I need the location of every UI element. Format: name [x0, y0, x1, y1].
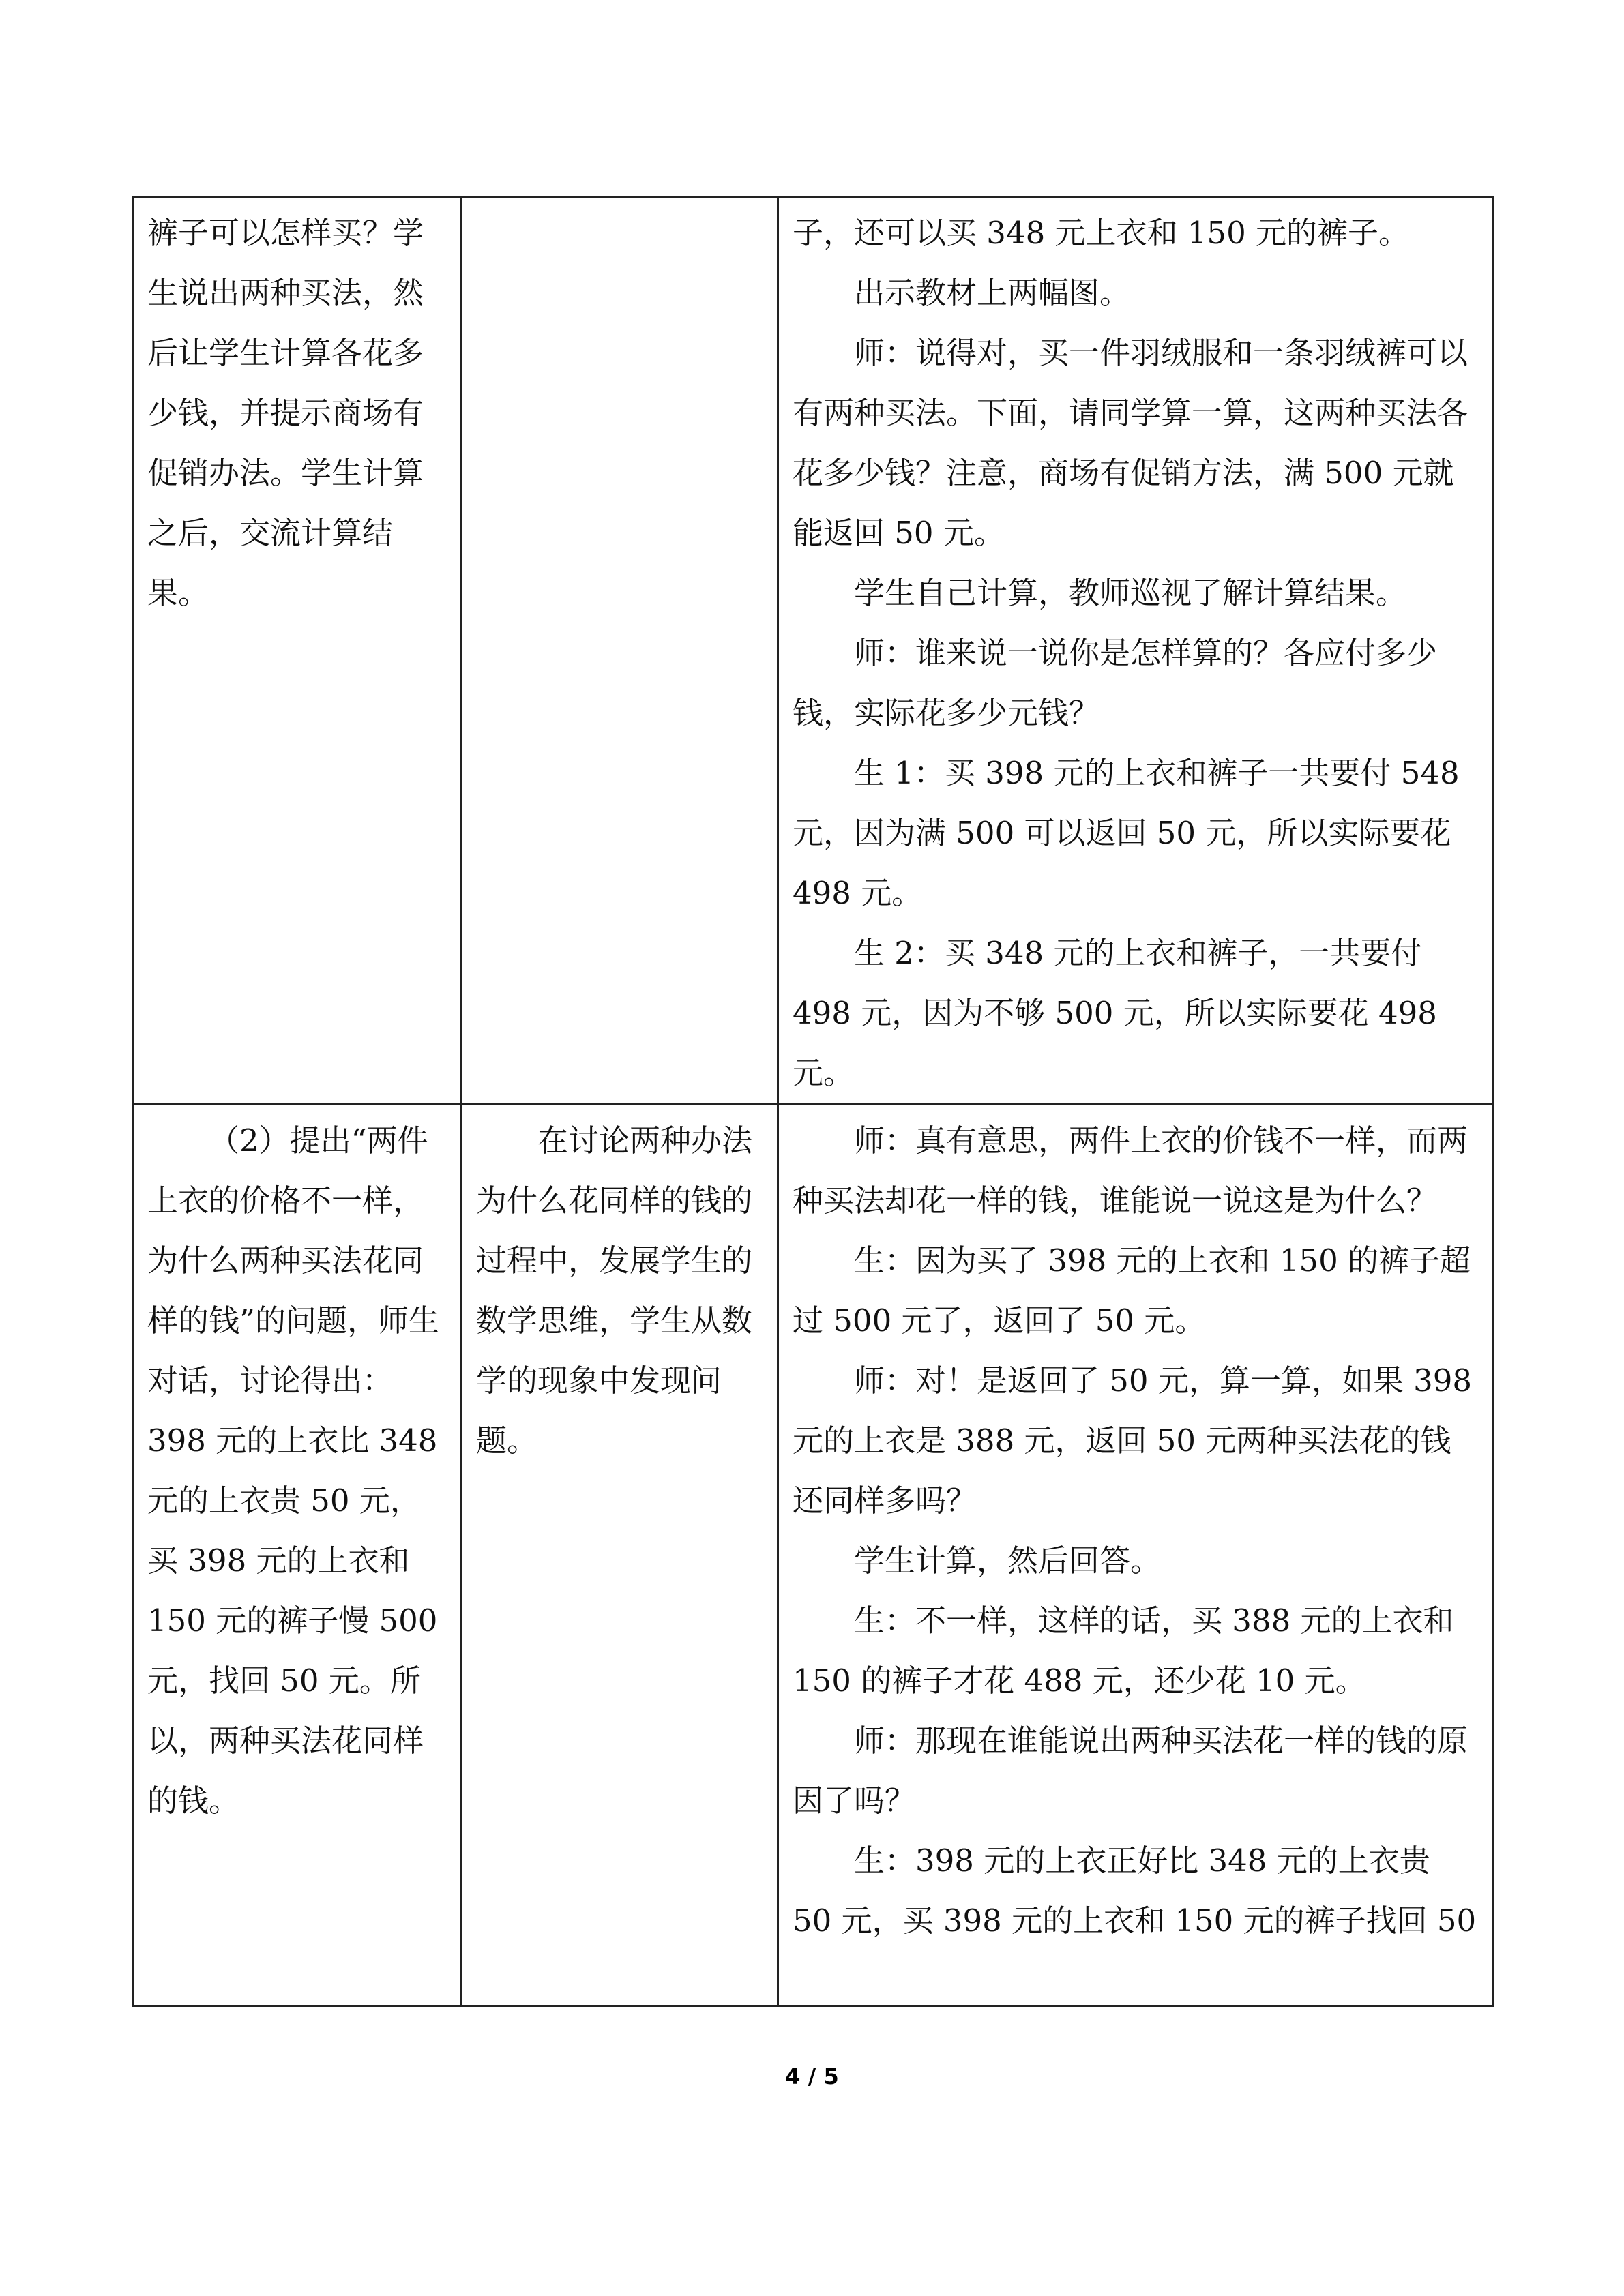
- process-text: 生：398 元的上衣正好比 348 元的上衣贵 50 元，买 398 元的上衣和 150 元的裤子找回 50: [793, 1843, 1477, 1939]
- process-text: 师：真有意思，两件上衣的价钱不一样，而两种买法却花一样的钱，谁能说一说这是为什么？: [793, 1122, 1468, 1219]
- process-text: 子，还可以买 348 元上衣和 150 元的裤子。: [793, 215, 1410, 251]
- lesson-plan-table: [132, 196, 1494, 2007]
- page-number: 4 / 5: [785, 2063, 839, 2089]
- process-text: 学生计算，然后回答。: [854, 1542, 1162, 1579]
- process-cell: [778, 1105, 1494, 2006]
- activity-text: （2）提出“两件上衣的价格不一样，为什么两种买法花同样的钱”的问题，师生对话，讨论得出：398 元的上衣比 348 元的上衣贵 50 元，买 398 元的上衣和 150 元的裤子慢 500 元，找回 50 元。所以，两种买法花同样的钱。: [147, 1122, 440, 1819]
- process-text: 生：不一样，这样的话，买 388 元的上衣和 150 的裤子才花 488 元，还少花 10 元。: [793, 1602, 1454, 1699]
- process-text: 生 2：买 348 元的上衣和裤子，一共要付 498 元，因为不够 500 元，所以实际要花 498 元。: [793, 935, 1437, 1091]
- table-row: [133, 1105, 1494, 2006]
- process-text: 生：因为买了 398 元的上衣和 150 的裤子超过 500 元了，返回了 50 元。: [793, 1242, 1471, 1339]
- process-text: 学生自己计算，教师巡视了解计算结果。: [854, 575, 1407, 611]
- process-text: 师：说得对，买一件羽绒服和一条羽绒裤可以有两种买法。下面，请同学算一算，这两种买法各花多少钱？注意，商场有促销方法，满 500 元就能返回 50 元。: [793, 335, 1468, 551]
- process-text: 师：谁来说一说你是怎样算的？各应付多少钱，实际花多少元钱？: [793, 635, 1438, 731]
- process-text: 生 1：买 398 元的上衣和裤子一共要付 548 元，因为满 500 可以返回 50 元，所以实际要花 498 元。: [793, 755, 1460, 911]
- table-row: [133, 197, 1494, 1105]
- intent-cell: [462, 1105, 778, 2006]
- activity-cell: [133, 197, 462, 1105]
- activity-cell: [133, 1105, 462, 2006]
- activity-text: 裤子可以怎样买？学生说出两种买法，然后让学生计算各花多少钱，并提示商场有促销办法。学生计算之后，交流计算结果。: [147, 215, 424, 611]
- process-text: 师：那现在谁能说出两种买法花一样的钱的原因了吗？: [793, 1723, 1468, 1819]
- intent-text: 在讨论两种办法为什么花同样的钱的过程中，发展学生的数学思维，学生从数学的现象中发现问题。: [476, 1122, 753, 1459]
- process-cell: [778, 197, 1494, 1105]
- process-text: 师：对！是返回了 50 元，算一算，如果 398 元的上衣是 388 元，返回 50 元两种买法花的钱还同样多吗？: [793, 1362, 1473, 1519]
- intent-cell: [462, 197, 778, 1105]
- process-text: 出示教材上两幅图。: [854, 275, 1131, 311]
